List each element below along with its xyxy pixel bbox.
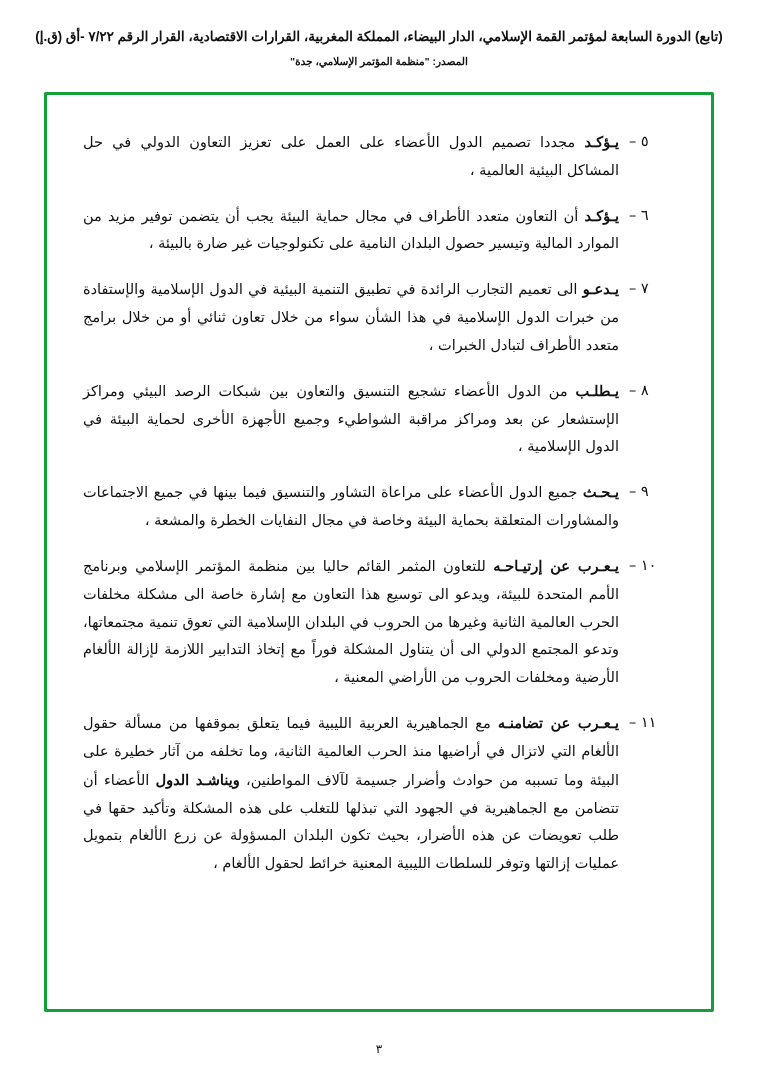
clause-number: ٦ – bbox=[629, 207, 649, 224]
list-item bbox=[77, 203, 685, 260]
clause-list bbox=[77, 129, 685, 989]
list-item bbox=[77, 710, 685, 879]
clause-text bbox=[77, 276, 619, 360]
clause-text bbox=[77, 203, 619, 260]
page-number: ٣ bbox=[375, 1042, 383, 1056]
clause-lead: يـدعـو bbox=[582, 281, 619, 299]
clause-number: ٧ – bbox=[629, 281, 649, 298]
clause-body-text-secondary: الأعضاء أن تتضامن مع الجماهيرية في الجهود التي تبذلها للتغلب على هذه المشكلة وتأكيد حقها في طلب تعويضات عن هذه الأضرار، بحيث تكون البلدان المسؤولة عن زرع الألغام بتمويل عمليات إزالتها وتوفر للسلطات الليبية المعنية خرائط لحقول الألغام ، bbox=[83, 772, 619, 873]
clause-number: ٩ – bbox=[629, 484, 649, 501]
clause-number: ١١ – bbox=[629, 715, 657, 732]
list-item bbox=[77, 479, 685, 536]
clause-lead: يـؤكـد bbox=[584, 207, 619, 225]
clause-text bbox=[77, 479, 619, 536]
clause-number: ٥ – bbox=[629, 134, 649, 150]
clause-body-text: من الدول الأعضاء تشجيع التنسيق والتعاون بين شبكات الرصد البيئي ومراكز الإستشعار عن بعد ومراكز مراقبة الشواطيء وجميع الأجهزة الأخرى لحماية البيئة في الدول الإسلامية ، bbox=[83, 383, 619, 456]
clause-text bbox=[77, 129, 619, 186]
clause-body-text: جميع الدول الأعضاء على مراعاة التشاور والتنسيق فيما بينها في جميع الاجتماعات والمشاورات المتعلقة بحماية البيئة وخاصة في مجال النفايات الخطرة والمشعة ، bbox=[83, 485, 619, 530]
list-item bbox=[77, 129, 685, 186]
clause-text bbox=[77, 710, 619, 879]
clause-number: ٨ – bbox=[629, 382, 649, 399]
header-title: (تابع) الدورة السابعة لمؤتمر القمة الإسلامي، الدار البيضاء، المملكة المغربية، القرارات الاقتصادية، القرار الرقم ٧/٢٢ -أق (ق.إ) bbox=[35, 29, 723, 44]
clause-body-text: مجددا تصميم الدول الأعضاء على العمل على تعزيز التعاون الدولي في حل المشاكل البيئية العالمية ، bbox=[83, 135, 619, 179]
clause-body-text: الى تعميم التجارب الرائدة في تطبيق التنمية البيئية في الدول الإسلامية والإستفادة من خبرات الدول الإسلامية في هذا الشأن سواء من خلال تعاون ثنائي أو من خلال برامج متعدد الأطراف لتبادل الخبرات ، bbox=[83, 282, 619, 354]
clause-number: ١٠ – bbox=[629, 557, 657, 574]
content-frame bbox=[44, 92, 714, 1012]
clause-text bbox=[77, 378, 619, 462]
clause-lead: يـؤكـد bbox=[584, 134, 619, 151]
clause-body-text: مع الجماهيرية العربية الليبية فيما يتعلق بموقفها من مسألة حقول الألغام التي لاتزال في أراضيها منذ الحرب العالمية الثانية، وما تخلفه من آثار خطيرة على البيئة وما تسببه من حوادث وأضرار جسيمة لآلاف المواطنين، bbox=[83, 716, 619, 789]
list-item bbox=[77, 553, 685, 693]
clause-body-text: للتعاون المثمر القائم حاليا بين منظمة المؤتمر الإسلامي وبرنامج الأمم المتحدة للبيئة، ويدعو الى توسيع هذا التعاون مع إشارة خاصة الى مشكلة مخلفات الحرب العالمية الثانية وغيرها من الحروب في البلدان الإسلامية التي تعوق تنمية مجتمعاتها، وتدعو المجتمع الدولي الى أن يتناول المشكلة فوراً مع إتخاذ التدابير اللازمة لإزالة الألغام الأرضية ومخلفات الحروب من الأراضي المعنية ، bbox=[83, 558, 619, 687]
page-header bbox=[0, 0, 758, 68]
clause-lead: يـعـرب عن إرتيـاحـه bbox=[493, 557, 619, 575]
clause-lead: يـعـرب عن تضامنـه bbox=[497, 715, 620, 733]
header-source: المصدر: "منظمة المؤتمر الإسلامي، جدة" bbox=[290, 55, 468, 68]
clause-lead-secondary: ويناشـد الدول bbox=[155, 771, 240, 789]
clause-lead: يـحـث bbox=[582, 484, 619, 502]
list-item bbox=[77, 378, 685, 462]
clause-body-text: أن التعاون متعدد الأطراف في مجال حماية البيئة يجب أن يتضمن توفير مزيد من الموارد المالية وتيسير حصول البلدان النامية على تكنولوجيات غير ضارة بالبيئة ، bbox=[83, 208, 619, 253]
clause-text bbox=[77, 553, 619, 693]
list-item bbox=[77, 276, 685, 360]
clause-lead: يـطلـب bbox=[575, 382, 619, 400]
